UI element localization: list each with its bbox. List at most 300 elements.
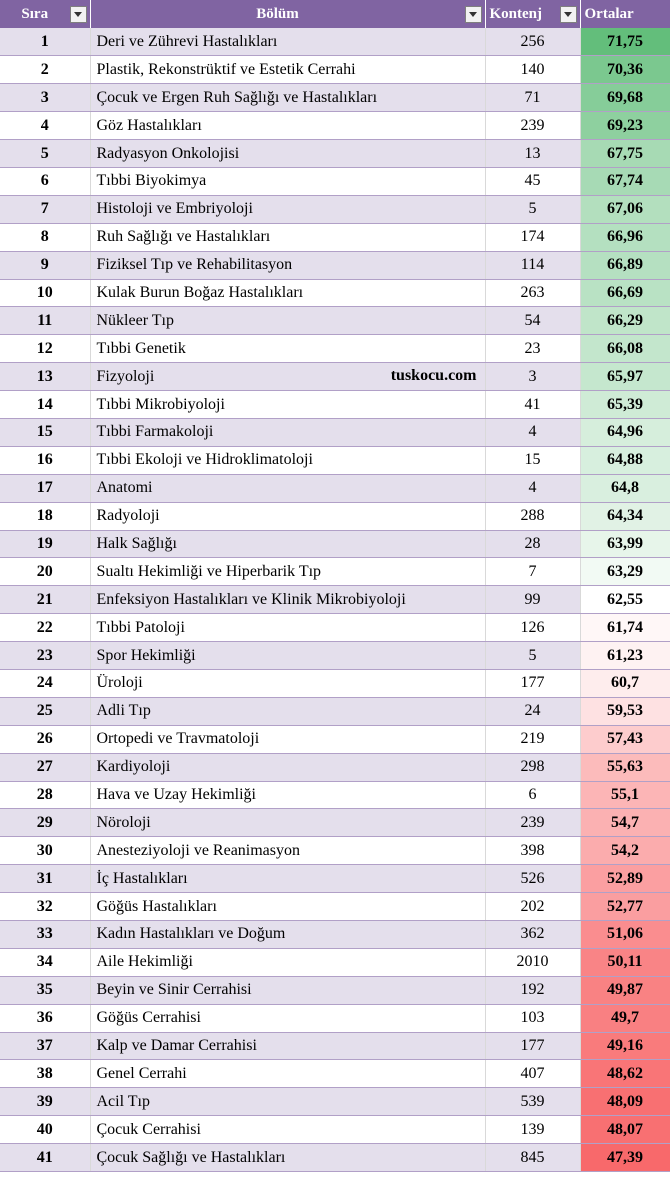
avg-cell[interactable] [580,251,670,279]
avg-cell[interactable] [580,642,670,670]
dept-cell[interactable] [90,195,485,223]
dept-cell[interactable] [90,112,485,140]
dept-cell[interactable] [90,56,485,84]
dept-cell[interactable] [90,1116,485,1144]
avg-cell[interactable] [580,279,670,307]
rank-cell[interactable] [0,1004,90,1032]
table-row [0,279,670,307]
avg-cell-text: 50,11 [607,953,643,971]
dept-cell[interactable] [90,167,485,195]
dept-filter-dropdown-icon[interactable] [465,6,482,23]
quota-cell[interactable] [485,223,580,251]
table-row [0,1144,670,1172]
quota-cell-text: 362 [520,925,545,943]
rank-cell[interactable] [0,837,90,865]
quota-cell[interactable] [485,725,580,753]
avg-cell-text: 47,39 [607,1148,643,1166]
rank-cell[interactable] [0,921,90,949]
dept-cell[interactable] [90,1088,485,1116]
table-body [0,28,670,1172]
avg-cell-text: 49,87 [607,981,643,999]
quota-cell[interactable] [485,1116,580,1144]
quota-cell[interactable] [485,140,580,168]
avg-cell-text: 66,69 [607,283,643,301]
avg-cell-text: 61,23 [607,646,643,664]
quota-cell-text: 6 [528,785,537,803]
dept-cell[interactable] [90,948,485,976]
table-row [0,586,670,614]
table-row [0,474,670,502]
avg-cell[interactable] [580,530,670,558]
quota-cell[interactable] [485,195,580,223]
dept-cell[interactable] [90,893,485,921]
avg-cell-text: 63,99 [607,534,643,552]
dept-cell[interactable] [90,865,485,893]
rank-cell[interactable] [0,976,90,1004]
quota-cell[interactable] [485,976,580,1004]
quota-cell[interactable] [485,614,580,642]
dept-cell-text: Çocuk Cerrahisi [96,1120,201,1138]
avg-cell-text: 64,34 [607,507,643,525]
header-avg-label: Ortalar [584,5,634,22]
table-row [0,140,670,168]
rank-cell[interactable] [0,697,90,725]
dept-cell[interactable] [90,251,485,279]
rank-cell[interactable] [0,1032,90,1060]
dept-cell-text: Enfeksiyon Hastalıkları ve Klinik Mikrobiyoloji [96,590,406,608]
avg-cell[interactable] [580,502,670,530]
quota-cell[interactable] [485,391,580,419]
rank-cell[interactable] [0,753,90,781]
quota-cell[interactable] [485,446,580,474]
quota-cell[interactable] [485,84,580,112]
quota-cell[interactable] [485,28,580,56]
dept-cell-text: Tıbbi Ekoloji ve Hidroklimatoloji [96,451,313,469]
avg-cell-text: 48,07 [607,1120,643,1138]
dept-cell-text: Tıbbi Genetik [96,339,186,357]
avg-cell-text: 49,16 [607,1037,643,1054]
avg-cell[interactable] [580,976,670,1004]
rank-cell-text: 33 [36,925,53,943]
quota-cell[interactable] [485,363,580,391]
quota-cell-text: 54 [524,311,541,329]
rank-cell-text: 22 [36,618,53,636]
rank-cell[interactable] [0,335,90,363]
dept-cell[interactable] [90,1144,485,1172]
dept-cell[interactable] [90,753,485,781]
table-row [0,56,670,84]
avg-cell-text: 67,06 [607,200,643,218]
dept-cell[interactable] [90,363,485,391]
rank-cell-text: 12 [36,339,53,357]
dept-cell-text: Anesteziyoloji ve Reanimasyon [96,841,301,859]
quota-cell-text: 202 [520,897,545,915]
rank-cell-text: 5 [40,144,49,162]
dept-cell[interactable] [90,502,485,530]
header-quota-label: Kontenj [489,5,542,22]
rank-cell[interactable] [0,363,90,391]
rank-cell-text: 31 [36,869,53,887]
dept-cell[interactable] [90,725,485,753]
avg-cell[interactable] [580,363,670,391]
dept-cell-text: Radyasyon Onkolojisi [96,144,240,162]
dept-cell[interactable] [90,307,485,335]
avg-cell[interactable] [580,893,670,921]
rank-cell[interactable] [0,809,90,837]
quota-cell[interactable] [485,669,580,697]
quota-cell[interactable] [485,809,580,837]
avg-cell-text: 66,89 [607,256,643,274]
quota-cell-text: 263 [520,283,545,301]
avg-cell[interactable] [580,1144,670,1172]
avg-cell[interactable] [580,558,670,586]
quota-cell-text: 239 [520,813,545,831]
quota-filter-dropdown-icon[interactable] [560,6,577,23]
dept-cell-text: Plastik, Rekonstrüktif ve Estetik Cerrahi [96,60,356,78]
avg-cell[interactable] [580,614,670,642]
rank-cell-text: 25 [36,702,53,720]
rank-cell-text: 26 [36,730,53,748]
dept-cell[interactable] [90,921,485,949]
table-row [0,1060,670,1088]
dept-cell[interactable] [90,558,485,586]
table-row [0,335,670,363]
rank-cell-text: 3 [40,88,49,106]
quota-cell[interactable] [485,1144,580,1172]
rank-cell-text: 17 [36,479,53,497]
table-row [0,669,670,697]
dept-cell[interactable] [90,418,485,446]
avg-cell[interactable] [580,1032,670,1060]
dept-cell[interactable] [90,586,485,614]
rank-cell[interactable] [0,391,90,419]
quota-cell[interactable] [485,865,580,893]
quota-cell[interactable] [485,56,580,84]
avg-cell-text: 64,88 [607,451,643,469]
dept-cell-text: Aile Hekimliği [96,953,193,971]
dept-cell-text: Ortopedi ve Travmatoloji [96,730,260,748]
table-row [0,112,670,140]
dept-cell[interactable] [90,697,485,725]
rank-cell[interactable] [0,642,90,670]
dept-cell-text: Kalp ve Damar Cerrahisi [96,1037,257,1054]
rank-cell-text: 23 [36,646,53,664]
quota-cell-text: 13 [524,144,541,162]
header-avg [580,0,670,28]
rank-cell[interactable] [0,223,90,251]
rank-filter-dropdown-icon[interactable] [70,6,87,23]
avg-cell[interactable] [580,697,670,725]
rank-cell[interactable] [0,614,90,642]
quota-cell[interactable] [485,921,580,949]
avg-cell[interactable] [580,140,670,168]
dept-cell[interactable] [90,781,485,809]
rank-cell[interactable] [0,112,90,140]
dept-cell[interactable] [90,1060,485,1088]
table-row [0,781,670,809]
dept-cell-text: Halk Sağlığı [96,534,177,552]
dept-cell-text: Göz Hastalıkları [96,116,202,134]
rank-cell-text: 11 [37,311,53,329]
rank-cell[interactable] [0,474,90,502]
rank-cell-text: 39 [36,1092,53,1110]
avg-cell[interactable] [580,56,670,84]
dept-cell-text: Kadın Hastalıkları ve Doğum [96,925,286,943]
avg-cell[interactable] [580,307,670,335]
quota-cell-text: 23 [524,339,541,357]
quota-cell[interactable] [485,948,580,976]
dept-cell-text: Radyoloji [96,507,160,525]
rank-cell-text: 34 [36,953,53,971]
rank-cell[interactable] [0,1116,90,1144]
rank-cell[interactable] [0,781,90,809]
quota-cell[interactable] [485,1060,580,1088]
dept-cell[interactable] [90,140,485,168]
quota-cell[interactable] [485,837,580,865]
rank-cell[interactable] [0,893,90,921]
avg-cell-text: 54,7 [611,813,639,831]
dept-cell-text: Beyin ve Sinir Cerrahisi [96,981,252,999]
dept-cell[interactable] [90,335,485,363]
rank-cell[interactable] [0,279,90,307]
quota-cell[interactable] [485,558,580,586]
dept-cell[interactable] [90,474,485,502]
quota-cell-text: 99 [524,590,541,608]
rank-cell-text: 19 [36,534,53,552]
avg-cell-text: 61,74 [607,618,643,636]
avg-cell[interactable] [580,391,670,419]
rank-cell[interactable] [0,251,90,279]
dept-cell-text: Adli Tıp [96,702,151,720]
avg-cell[interactable] [580,223,670,251]
rank-cell[interactable] [0,1060,90,1088]
rank-cell-text: 41 [36,1148,53,1166]
quota-cell-text: 398 [520,841,545,859]
rank-cell[interactable] [0,586,90,614]
avg-cell-text: 57,43 [607,730,643,748]
avg-cell[interactable] [580,837,670,865]
rank-cell-text: 14 [36,395,53,413]
rank-cell-text: 4 [40,116,49,134]
avg-cell-text: 66,29 [607,311,643,329]
rank-cell[interactable] [0,948,90,976]
avg-cell[interactable] [580,1088,670,1116]
quota-cell-text: 28 [524,534,541,552]
avg-cell[interactable] [580,809,670,837]
rank-cell[interactable] [0,669,90,697]
dept-cell[interactable] [90,391,485,419]
dept-cell[interactable] [90,976,485,1004]
quota-cell-text: 539 [520,1092,545,1110]
table-row [0,865,670,893]
quota-cell[interactable] [485,642,580,670]
quota-cell-text: 3 [528,367,537,385]
quota-cell[interactable] [485,335,580,363]
quota-cell[interactable] [485,586,580,614]
dept-cell-text: Göğüs Hastalıkları [96,897,217,915]
quota-cell-text: 5 [528,200,537,218]
avg-cell-text: 55,1 [611,785,639,803]
quota-cell[interactable] [485,1004,580,1032]
rank-cell-text: 8 [40,228,49,246]
rank-cell[interactable] [0,558,90,586]
avg-cell[interactable] [580,84,670,112]
quota-cell-text: 845 [520,1148,545,1166]
table-row [0,642,670,670]
avg-cell[interactable] [580,921,670,949]
quota-cell-text: 174 [520,228,545,246]
quota-cell[interactable] [485,697,580,725]
rank-cell[interactable] [0,418,90,446]
avg-cell-text: 66,08 [607,339,643,357]
quota-cell[interactable] [485,418,580,446]
avg-cell[interactable] [580,865,670,893]
table-row [0,1088,670,1116]
rank-cell[interactable] [0,1144,90,1172]
dept-cell[interactable] [90,279,485,307]
quota-cell[interactable] [485,112,580,140]
rank-cell[interactable] [0,56,90,84]
rank-cell[interactable] [0,195,90,223]
avg-cell[interactable] [580,418,670,446]
avg-cell-text: 55,63 [607,758,643,776]
dept-cell-text: Göğüs Cerrahisi [96,1009,201,1027]
rank-cell[interactable] [0,140,90,168]
table-row [0,363,670,391]
avg-cell[interactable] [580,335,670,363]
rank-cell[interactable] [0,167,90,195]
dept-cell-text: Nükleer Tıp [96,311,174,329]
rank-cell[interactable] [0,28,90,56]
avg-cell[interactable] [580,948,670,976]
dept-cell[interactable] [90,223,485,251]
dept-cell-text: Nöroloji [96,813,151,831]
avg-cell-text: 52,77 [607,897,643,915]
quota-cell-text: 192 [520,981,545,999]
quota-cell-text: 140 [520,60,545,78]
rank-cell-text: 35 [36,981,53,999]
dept-cell-text: Acil Tıp [96,1092,150,1110]
quota-cell-text: 526 [520,869,545,887]
avg-cell[interactable] [580,1060,670,1088]
rank-cell-text: 32 [36,897,53,915]
table-row [0,307,670,335]
rank-cell[interactable] [0,530,90,558]
dept-cell-text: Fiziksel Tıp ve Rehabilitasyon [96,256,293,274]
table-row [0,893,670,921]
avg-cell-text: 69,68 [607,88,643,106]
dept-cell[interactable] [90,669,485,697]
quota-cell[interactable] [485,474,580,502]
quota-cell-text: 24 [524,702,541,720]
quota-cell[interactable] [485,251,580,279]
avg-cell[interactable] [580,195,670,223]
quota-cell[interactable] [485,1032,580,1060]
avg-cell[interactable] [580,725,670,753]
quota-cell-text: 298 [520,758,545,776]
avg-cell-text: 59,53 [607,702,643,720]
quota-cell[interactable] [485,502,580,530]
dept-cell-text: Histoloji ve Embriyoloji [96,200,253,218]
rank-cell[interactable] [0,1088,90,1116]
quota-cell[interactable] [485,753,580,781]
dept-cell[interactable] [90,1032,485,1060]
rank-cell-text: 38 [36,1064,53,1082]
quota-cell[interactable] [485,1088,580,1116]
avg-cell[interactable] [580,28,670,56]
dept-cell[interactable] [90,1004,485,1032]
dept-cell[interactable] [90,809,485,837]
dept-cell-text: Çocuk Sağlığı ve Hastalıkları [96,1148,286,1166]
rank-cell[interactable] [0,865,90,893]
quota-cell[interactable] [485,781,580,809]
avg-cell[interactable] [580,1116,670,1144]
avg-cell-text: 67,75 [607,144,643,162]
quota-cell[interactable] [485,167,580,195]
rank-cell-text: 37 [36,1037,53,1054]
quota-cell-text: 239 [520,116,545,134]
avg-cell-text: 63,29 [607,562,643,580]
dept-cell-text: Fizyoloji [96,367,155,385]
quota-cell[interactable] [485,893,580,921]
quota-cell-text: 288 [520,507,545,525]
avg-cell[interactable] [580,112,670,140]
table-row [0,1116,670,1144]
quota-cell[interactable] [485,530,580,558]
dept-cell[interactable] [90,446,485,474]
rank-cell-text: 7 [40,200,49,218]
quota-cell[interactable] [485,279,580,307]
table-row [0,167,670,195]
avg-cell[interactable] [580,669,670,697]
rank-cell[interactable] [0,502,90,530]
avg-cell[interactable] [580,167,670,195]
avg-cell[interactable] [580,446,670,474]
dept-cell[interactable] [90,837,485,865]
dept-cell[interactable] [90,642,485,670]
avg-cell[interactable] [580,753,670,781]
avg-cell[interactable] [580,781,670,809]
rank-cell-text: 21 [36,590,53,608]
dept-cell[interactable] [90,84,485,112]
dept-cell-text: Tıbbi Patoloji [96,618,185,636]
quota-cell-text: 256 [520,32,545,50]
avg-cell-text: 65,39 [607,395,643,413]
table-row [0,195,670,223]
rank-cell-text: 13 [36,367,53,385]
quota-cell-text: 219 [520,730,545,748]
avg-cell[interactable] [580,474,670,502]
dept-cell-text: Anatomi [96,479,153,497]
dept-cell-text: Genel Cerrahi [96,1064,187,1082]
dept-cell[interactable] [90,28,485,56]
avg-cell[interactable] [580,586,670,614]
rank-cell[interactable] [0,84,90,112]
rank-cell[interactable] [0,446,90,474]
quota-cell[interactable] [485,307,580,335]
rank-cell[interactable] [0,725,90,753]
header-dept [90,0,485,28]
watermark-text: tuskocu.com [390,367,477,385]
dept-cell[interactable] [90,530,485,558]
quota-cell-text: 126 [520,618,545,636]
rank-cell[interactable] [0,307,90,335]
dept-cell[interactable] [90,614,485,642]
avg-cell[interactable] [580,1004,670,1032]
header-rank [0,0,90,28]
table-row [0,614,670,642]
dept-cell-text: Sualtı Hekimliği ve Hiperbarik Tıp [96,562,322,580]
